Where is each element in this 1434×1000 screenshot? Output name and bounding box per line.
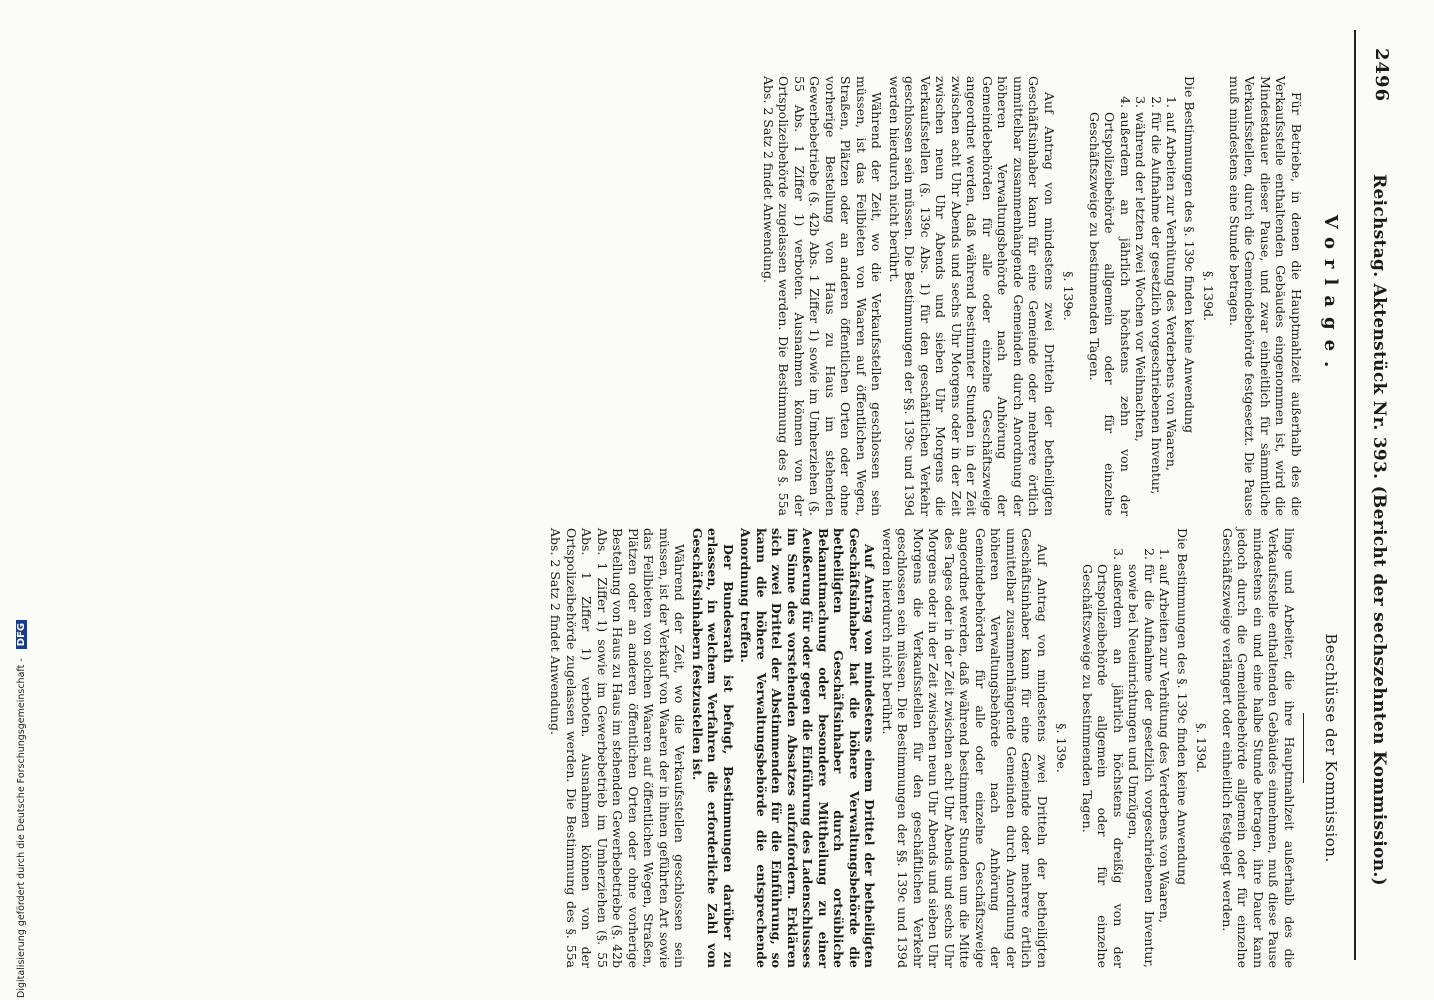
section-heading: §. 139d. — [1201, 270, 1217, 322]
running-head: Reichstag. Aktenstück Nr. 393. (Bericht der sechszehnten Kommission.) — [1369, 174, 1389, 886]
paragraph: Für Betriebe, in denen die Hauptmahlzeit außerhalb des die Verkaufsstelle enthaltenden Gebäudes eingenommen ist, wird die Mindestdauer dieser Pause, und zwar einheitlich für sämmtliche Verkaufsstellen, durch die Gemeindebehörde festgesetzt. Die Pause muß mindestens eine Stunde betragen. — [1227, 76, 1304, 516]
list — [1087, 76, 1180, 516]
list-item: 2. für die Aufnahme der gesetzlich vorgeschriebenen Inventur, sowie bei Neueinrichtungen und Umzügen, — [1126, 564, 1157, 968]
paragraph: Der Bundesrath ist befugt, Bestimmungen darüber zu erlassen, in welchem Verfahren die erforderliche Zahl von Geschäftsinhabern festzustellen ist. — [690, 528, 736, 968]
list-item: 1. auf Arbeiten zur Verhütung des Verderbens von Waaren, — [1157, 564, 1173, 968]
list-item: 1. auf Arbeiten zur Verhütung des Verderbens von Waaren, — [1164, 112, 1180, 516]
section-heading: §. 139d. — [1194, 722, 1210, 774]
paragraph: Auf Antrag von mindestens einem Drittel der betheiligten Geschäftsinhaber hat die höhere Verwaltungsbehörde die betheiligten Geschäftsinhaber durch ortsübliche Bekanntmachung oder besondere Mittheilung zu einer Aeußerung für oder gegen die Einführung des Ladenschlusses im Sinne des vorstehenden Absatzes aufzufordern. Erklären sich zwei Drittel der Abstimmenden für die Einführung, so kann die höhere Verwaltungsbehörde die entsprechende Anordnung treffen. — [738, 528, 878, 968]
paragraph: Während der Zeit, wo die Verkaufsstellen geschlossen sein müssen, ist der Verkauf von Waaren der in ihnen geführten Art sowie das Feilbieten von solchen Waaren auf öffentlichen Wegen, Straßen, Plätzen oder an anderen öffentlichen Orten oder ohne vorherige Bestellung von Haus zu Haus im stehenden Gewerbebetriebe (§. 42b Abs. 1 Ziffer 1) sowie im Gewerbebetrieb im Umherziehen (§. 55 Abs. 1 Ziffer 1) verboten. Ausnahmen können von der Ortspolizeibehörde zugelassen werden. Die Bestimmung des §. 55a Abs. 2 Satz 2 findet Anwendung. — [548, 528, 688, 968]
section-heading: §. 139e. — [1061, 271, 1077, 321]
column-heading-beschluesse: Beschlüsse der Kommission. — [1322, 633, 1340, 863]
paragraph: Auf Antrag von mindestens zwei Dritteln der betheiligten Geschäftsinhaber kann für eine Gemeinde oder mehrere örtlich unmittelbar zusammenhängende Gemeinden durch Anordnung der höheren Verwaltungsbehörde nach Anhörung der Gemeindebehörden für alle oder einzelne Geschäftszweige angeordnet werden, daß während bestimmter Stunden um die Mitte des Tages oder in der Zeit zwischen acht Uhr Abends und sechs Uhr Morgens oder in der Zeit zwischen neun Uhr Abends und sieben Uhr Morgens die Verkaufsstellen für den geschäftlichen Verkehr geschlossen sein müssen. Die Bestimmungen der §§. 139c und 139d werden hierdurch nicht berührt. — [880, 528, 1050, 968]
column-beschluesse — [546, 528, 1344, 968]
paragraph: Während der Zeit, wo die Verkaufsstellen geschlossen sein müssen, ist das Feilbieten von Waaren auf öffentlichen Wegen, Straßen, Plätzen oder an anderen öffentlichen Orten oder ohne vorherige Bestellung von Haus zu Haus im stehenden Gewerbebetriebe (§. 42b Abs. 1 Ziffer 1) sowie im Umherziehen (§. 55 Abs. 1 Ziffer 1) verboten. Ausnahmen können von der Ortspolizeibehörde zugelassen werden. Die Bestimmung des §. 55a Abs. 2 Satz 2 findet Anwendung. — [761, 76, 885, 516]
paragraph: Die Bestimmungen des §. 139c finden keine Anwendung — [1175, 528, 1190, 885]
list — [1080, 528, 1173, 968]
page-number: 2496 — [1371, 48, 1392, 103]
section-heading: §. 139e. — [1054, 723, 1070, 773]
footer-credit-text: Digitalisierung gefördert durch die Deutsche Forschungsgemeinschaft - — [16, 658, 27, 998]
heading-rule — [1303, 713, 1304, 783]
paragraph: Auf Antrag von mindestens zwei Dritteln der betheiligten Geschäftsinhaber kann für eine Gemeinde oder mehrere örtlich unmittelbar zusammenhängende Gemeinden durch Anordnung der höheren Verwaltungsbehörde nach Anhörung der Gemeindebehörden für alle oder einzelne Geschäftszweige angeordnet werden, daß während bestimmter Stunden in der Zeit zwischen acht Uhr Abends und sechs Uhr Morgens oder in der Zeit zwischen neun Uhr Abends und sieben Uhr Morgens die Verkaufsstellen (§. 139c Abs. 1) für den geschäftlichen Verkehr geschlossen sein müssen. Die Bestimmungen der §§. 139c und 139d werden hierdurch nicht berührt. — [887, 76, 1057, 516]
list-item: 4. außerdem an jährlich höchstens zehn von der Ortspolizeibehörde allgemein oder für einzelne Geschäftszweige zu bestimmenden Tagen. — [1087, 112, 1134, 516]
list-item: 3. außerdem an jährlich höchstens dreißig von der Ortspolizeibehörde allgemein oder für einzelne Geschäftszweige zu bestimmenden Tagen. — [1080, 564, 1127, 968]
footer-credit — [2, 8, 27, 998]
header-rule — [1354, 30, 1356, 960]
dfg-logo: DFG — [16, 620, 27, 649]
list-item: 2. für die Aufnahme der gesetzlich vorgeschriebenen Inventur, — [1149, 112, 1165, 516]
paragraph: Die Bestimmungen des §. 139c finden keine Anwendung — [1182, 76, 1197, 433]
column-heading-vorlage: Vorlage. — [1320, 214, 1341, 378]
column-vorlage — [759, 76, 1345, 516]
paragraph: linge und Arbeiter, die ihre Hauptmahlzeit außerhalb des die Verkaufsstelle enthaltenden Gebäudes einnehmen, muß diese Pause mindestens ein und eine halbe Stunde betragen, ihre Dauer kann jedoch durch die Gemeindebehörde allgemein oder für einzelne Geschäftszweige verlängert oder einheitlich festgelegt werden. — [1220, 528, 1297, 968]
list-item: 3. während der letzten zwei Wochen vor Weihnachten, — [1133, 112, 1149, 516]
